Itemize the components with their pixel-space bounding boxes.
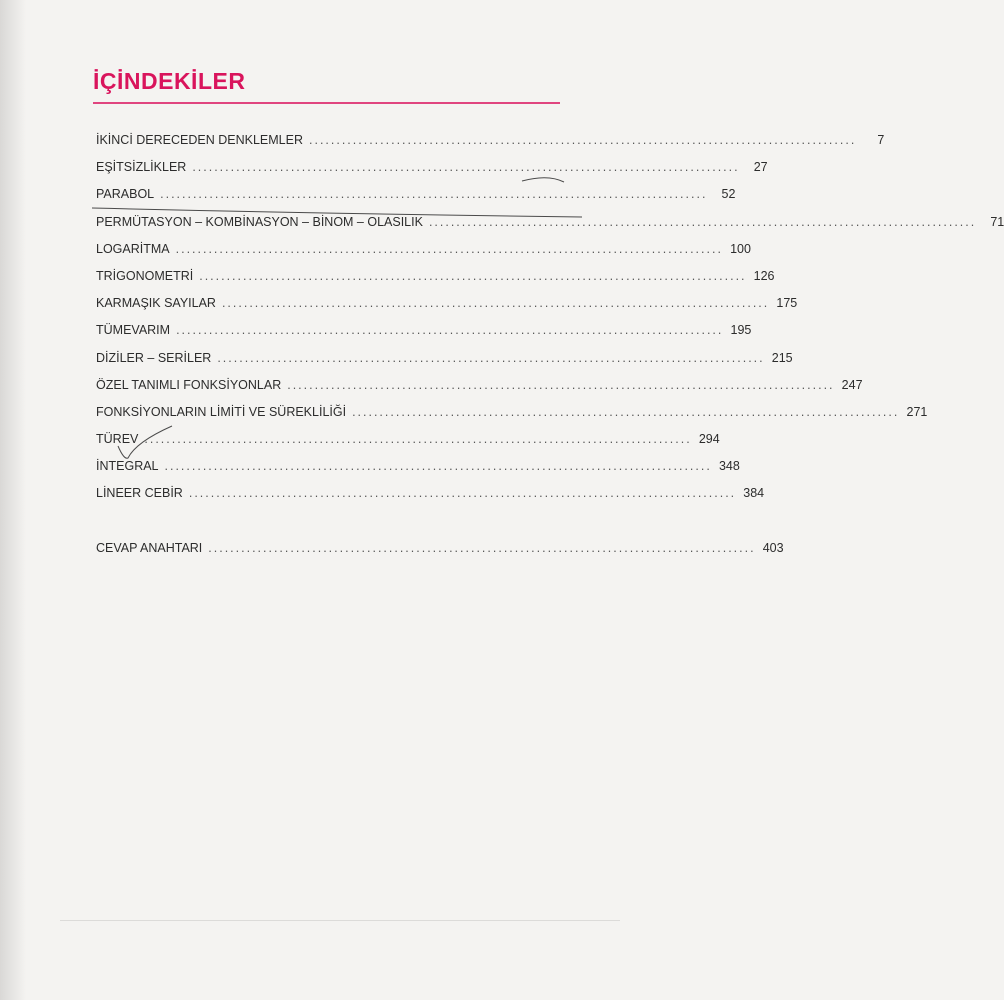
toc-entry[interactable]: [96, 540, 784, 568]
toc-entry-page: 348: [718, 459, 740, 474]
toc-entry-title: TÜMEVARIM: [96, 323, 171, 338]
toc-entry-title: FONKSİYONLARIN LİMİTİ VE SÜREKLİLİĞİ: [96, 404, 347, 419]
page-bottom-rule: [60, 920, 620, 921]
dot-leader: ....................................................................................................: [217, 350, 765, 365]
toc-entry[interactable]: [96, 350, 793, 378]
dot-leader: ....................................................................................................: [287, 377, 835, 392]
toc-entry-title: TÜREV: [96, 432, 139, 447]
toc-entry-title: TRİGONOMETRİ: [96, 268, 194, 283]
toc-entry[interactable]: [96, 377, 863, 405]
toc-entry-title: ÖZEL TANIMLI FONKSİYONLAR: [96, 377, 282, 392]
toc-entry[interactable]: [96, 404, 928, 432]
dot-leader: ....................................................................................................: [176, 323, 724, 338]
toc-entry-page: 271: [906, 404, 928, 419]
dot-leader: ....................................................................................................: [160, 187, 708, 202]
toc-entry-page: 215: [771, 350, 793, 365]
toc-entry[interactable]: [96, 160, 768, 187]
toc-entry-title: İKİNCİ DERECEDEN DENKLEMLER: [96, 133, 303, 147]
page-spine-shadow: [0, 0, 26, 1000]
toc-entry-title: EŞİTSİZLİKLER: [96, 160, 187, 175]
title-underline: [93, 102, 560, 104]
dot-leader: ....................................................................................................: [221, 296, 770, 311]
toc-entry-title: CEVAP ANAHTARI: [96, 540, 203, 555]
toc-entry-page: 100: [730, 241, 751, 256]
toc-entry[interactable]: [96, 241, 751, 269]
toc-entry-page: 175: [776, 296, 798, 311]
toc-entry-page: 195: [730, 323, 752, 338]
toc-entry-title: LİNEER CEBİR: [96, 486, 183, 501]
toc-entry-page: 247: [841, 377, 863, 392]
toc-entry-title: KARMAŞIK SAYILAR: [96, 296, 216, 311]
dot-leader: ....................................................................................................: [208, 540, 756, 555]
toc-entry[interactable]: [96, 296, 798, 323]
dot-leader: ....................................................................................................: [188, 486, 737, 501]
toc-entry-title: PERMÜTASYON – KOMBİNASYON – BİNOM – OLASILIK: [96, 214, 423, 229]
dot-leader: ....................................................................................................: [164, 459, 712, 474]
dot-leader: ....................................................................................................: [175, 241, 723, 256]
page-title: İÇİNDEKİLER: [93, 68, 246, 94]
toc-entry[interactable]: [96, 459, 740, 486]
toc-entry-page: 403: [762, 540, 784, 555]
toc-entry-title: DİZİLER – SERİLER: [96, 350, 212, 365]
toc-entry[interactable]: [96, 187, 736, 214]
toc-entry-page: 71: [990, 214, 1004, 229]
toc-entry[interactable]: [96, 486, 765, 513]
toc-entry-page: 294: [698, 432, 720, 447]
dot-leader: ....................................................................................................: [199, 268, 747, 283]
toc-entry[interactable]: [96, 214, 1004, 242]
toc-entry-title: LOGARİTMA: [96, 241, 170, 256]
dot-leader: ....................................................................................................: [428, 214, 977, 229]
dot-leader: ....................................................................................................: [352, 404, 900, 419]
toc-entry-page: 52: [721, 187, 736, 202]
dot-leader: ....................................................................................................: [144, 432, 692, 447]
toc-entry[interactable]: [96, 323, 752, 350]
toc-entry-page: 384: [743, 486, 765, 501]
toc-entry[interactable]: [96, 268, 775, 296]
toc-entry[interactable]: [96, 432, 720, 459]
toc-entry-title: İNTEGRAL: [96, 459, 159, 474]
dot-leader: ....................................................................................................: [309, 133, 857, 147]
toc-entry[interactable]: [96, 133, 885, 160]
toc-entry-page: 126: [753, 268, 775, 283]
dot-leader: ....................................................................................................: [192, 160, 740, 175]
toc-entry-title: PARABOL: [96, 187, 155, 202]
table-of-contents: [96, 133, 1004, 568]
toc-entry-page: 27: [753, 160, 768, 175]
toc-entry-page: 7: [877, 133, 885, 147]
